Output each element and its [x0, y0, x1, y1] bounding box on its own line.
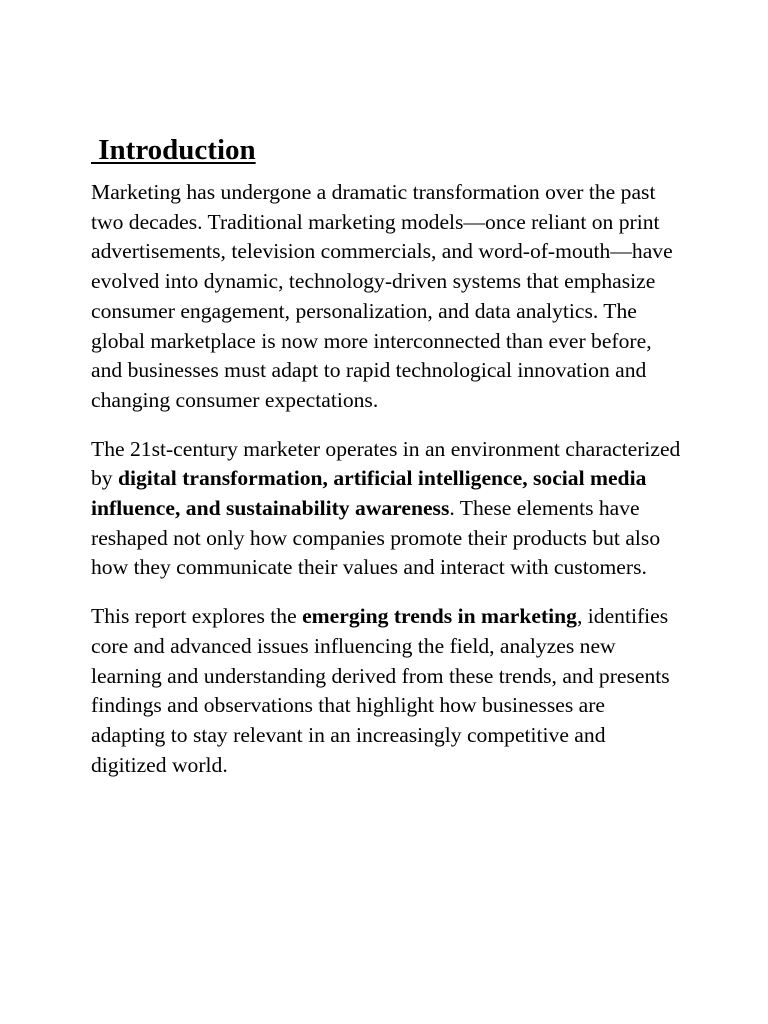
paragraph-report-scope: [91, 602, 681, 780]
paragraph-marketer: [91, 435, 681, 584]
paragraph-intro: Marketing has undergone a dramatic transformation over the past two decades. Traditional marketing models—once reliant on print advertisements, television commercials, and word-of-mouth—have evolved into dynamic, technology-driven systems that emphasize consumer engagement, personalization, and data analytics. The global marketplace is now more interconnected than ever before, and businesses must adapt to rapid technological innovation and changing consumer expectations.: [91, 180, 673, 412]
paragraph-text: . These elements have reshaped not only how companies promote their products but also how they communicate their values and interact with customers.: [91, 496, 661, 580]
paragraph-bold-text: emerging trends in marketing: [302, 604, 577, 629]
paragraph-text: The 21st-century marketer operates in an environment characterized by: [91, 436, 681, 491]
document-page: [91, 128, 681, 799]
paragraph-text: This report explores the: [91, 604, 303, 629]
paragraph-text: , identifies core and advanced issues influencing the field, analyzes new learning and understanding derived from these trends, and presents findings and observations that highlight how businesses are adapting to stay relevant in an increasingly competitive and digitized world.: [91, 604, 670, 777]
page-title: Introduction: [91, 134, 256, 166]
paragraph-bold-text: digital transformation, artificial intelligence, social media influence, and sustainability awareness: [91, 466, 647, 521]
